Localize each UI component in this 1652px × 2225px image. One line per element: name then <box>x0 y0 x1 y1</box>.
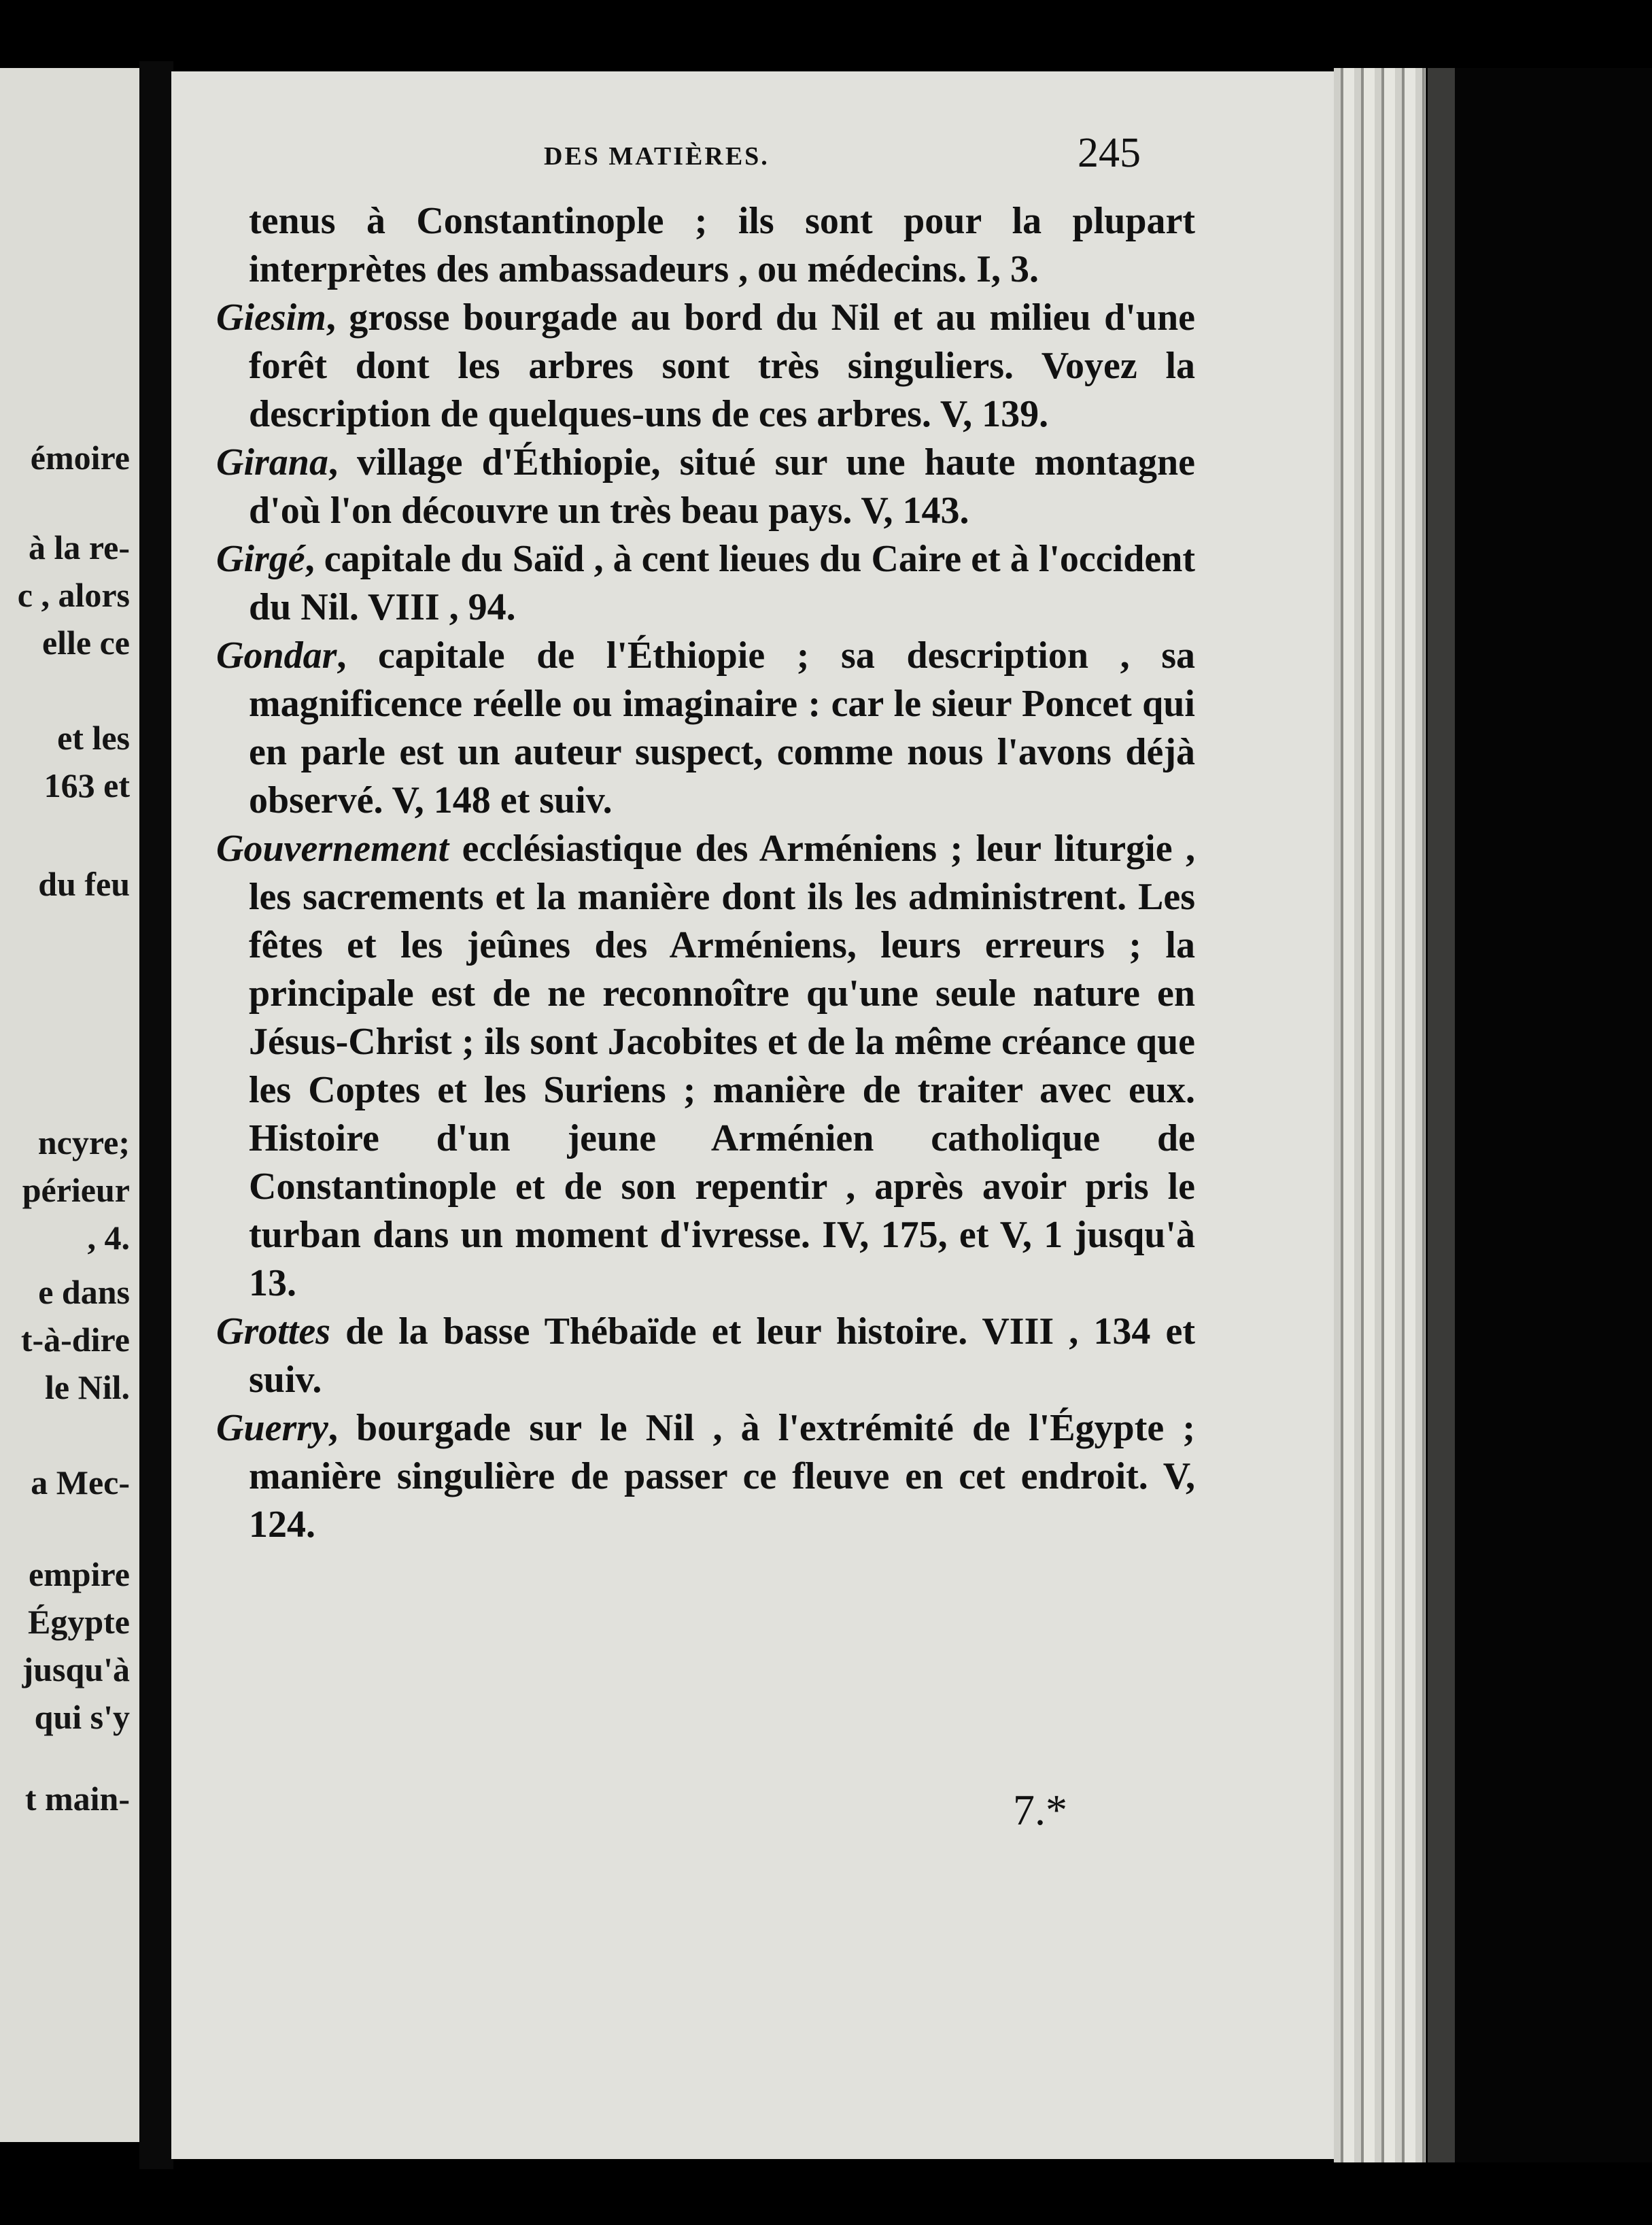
index-entry <box>216 632 1195 825</box>
entry-term: Girana <box>216 441 328 483</box>
left-page-line: c , alors <box>17 576 130 614</box>
left-page-line: 163 et <box>44 766 130 804</box>
signature-mark: 7.* <box>1013 1786 1067 1834</box>
index-entry <box>216 1404 1195 1549</box>
index-entry-continuation <box>216 197 1195 294</box>
left-page-line: t main- <box>24 1780 130 1818</box>
entry-text: ecclésiastique des Arméniens ; leur liturgie , les sacrements et la manière dont ils les administrent. Les fêtes et les jeûnes des Arméniens, leurs erreurs ; la principale est de ne reconnoître qu'une seule nature en Jésus-Christ ; ils sont Jacobites et de la même créance que les Coptes et les Suriens ; manière de traiter avec eux. Histoire d'un jeune Arménien catholique de Constantinople et de son repentir , après avoir pris le turban dans un moment d'ivresse. IV, 175, et V, 1 jusqu'à 13. <box>249 828 1195 1304</box>
entry-text: , grosse bourgade au bord du Nil et au milieu d'une forêt dont les arbres sont très singuliers. Voyez la description de quelques-uns de ces arbres. V, 139. <box>249 296 1195 435</box>
page-number: 245 <box>1078 130 1141 176</box>
entry-term: Gondar <box>216 634 337 677</box>
entry-term: Grottes <box>216 1310 330 1353</box>
page-edges <box>1334 68 1426 2162</box>
index-entry <box>216 825 1195 1308</box>
left-page-line: t-à-dire <box>20 1321 130 1359</box>
left-page-line: empire <box>28 1555 130 1593</box>
running-head: DES MATIÈRES. <box>544 142 770 171</box>
facing-page-left <box>0 68 139 2142</box>
left-page-line: Égypte <box>28 1603 130 1641</box>
left-page-line: , 4. <box>87 1219 130 1257</box>
left-page-line: qui s'y <box>34 1698 130 1736</box>
entry-text: , capitale du Saïd , à cent lieues du Caire et à l'occident du Nil. VIII , 94. <box>249 538 1195 628</box>
index-entry <box>216 439 1195 535</box>
index-entry <box>216 294 1195 439</box>
entry-text: tenus à Constantinople ; ils sont pour la plupart interprètes des ambassadeurs , ou médecins. I, 3. <box>249 200 1195 290</box>
entry-text: , capitale de l'Éthiopie ; sa description , sa magnificence réelle ou imaginaire : car le sieur Poncet qui en parle est un auteur suspect, comme nous l'avons déjà observé. V, 148 et suiv. <box>249 634 1195 821</box>
entry-term: Gouvernement <box>216 828 449 870</box>
entry-text: de la basse Thébaïde et leur histoire. VIII , 134 et suiv. <box>249 1310 1195 1401</box>
left-page-line: e dans <box>38 1273 130 1311</box>
entry-term: Guerry <box>216 1407 328 1449</box>
left-page-line: et les <box>57 719 130 757</box>
left-page-line: ncyre; <box>37 1123 130 1161</box>
index-entry <box>216 535 1195 632</box>
left-page-line: du feu <box>38 865 130 903</box>
left-page-line: jusqu'à <box>22 1650 130 1688</box>
left-page-line: à la re- <box>28 528 130 566</box>
left-page-line: le Nil. <box>45 1368 130 1406</box>
entry-text: , village d'Éthiopie, situé sur une haute montagne d'où l'on découvre un très beau pays. V, 143. <box>249 441 1195 532</box>
left-page-line: a Mec- <box>31 1463 130 1501</box>
entry-term: Girgé <box>216 538 305 580</box>
entry-text: , bourgade sur le Nil , à l'extrémité de l'Égypte ; manière singulière de passer ce fleuve en cet endroit. V, 124. <box>249 1407 1195 1546</box>
index-entries <box>216 197 1195 1549</box>
index-entry <box>216 1308 1195 1404</box>
left-page-line: émoire <box>30 439 130 477</box>
left-page-line: elle ce <box>41 624 130 662</box>
entry-term: Giesim <box>216 296 326 339</box>
left-page-line: périeur <box>22 1171 130 1209</box>
